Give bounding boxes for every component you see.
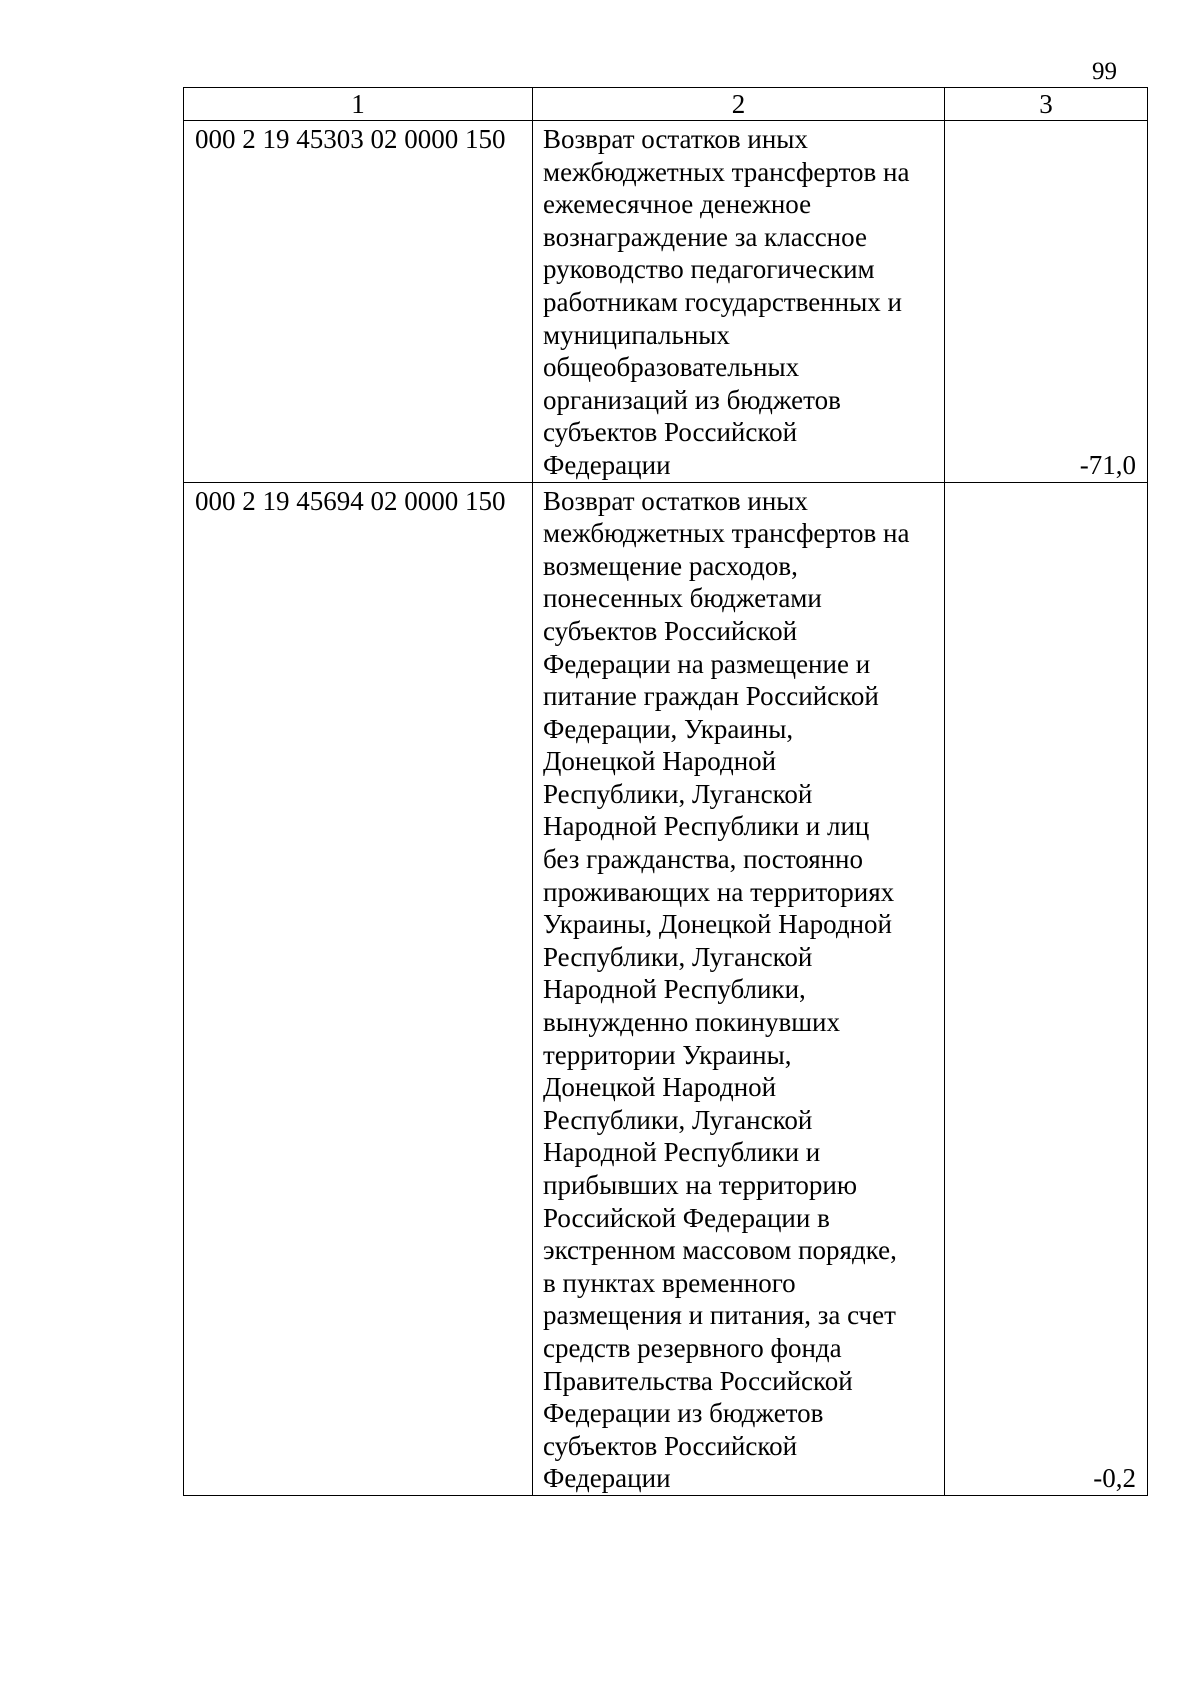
row-name-line: прибывших на территорию (543, 1170, 857, 1200)
row-name-line: экстренном массовом порядке, (543, 1235, 897, 1266)
row-name-line: проживающих на территориях (543, 876, 895, 907)
table-row (184, 482, 1148, 1495)
row-name-line: Народной Республики, (543, 974, 806, 1005)
row-name-line: возмещение расходов, (543, 550, 798, 581)
row-name-line: организаций из бюджетов (543, 384, 841, 415)
row-name-line: Федерации на размещение и (543, 648, 871, 679)
row-name-line: Возврат остатков иных (543, 124, 808, 154)
row-name-line: Федерации из бюджетов (543, 1398, 824, 1429)
row-name-line: размещения и питания, за счет (543, 1300, 896, 1331)
row-name-line: субъектов Российской (543, 417, 798, 448)
column-header-code: 1 (184, 88, 533, 121)
table-header-row (184, 88, 1148, 121)
row-name-line: Федерации (543, 1463, 671, 1494)
row-name-line: межбюджетных трансфертов на (543, 518, 910, 549)
row-name-line: Донецкой Народной (543, 1072, 777, 1103)
row-name-line: Украины, Донецкой Народной (543, 909, 892, 940)
row-name (533, 482, 945, 1495)
row-name-line: межбюджетных трансфертов на (543, 156, 910, 187)
row-name-line: питание граждан Российской (543, 681, 879, 712)
row-name-line: понесенных бюджетами (543, 583, 822, 614)
row-name-line: Донецкой Народной (543, 746, 777, 777)
row-code: 000 2 19 45694 02 0000 150 (184, 482, 533, 1495)
row-code: 000 2 19 45303 02 0000 150 (184, 121, 533, 483)
row-name-line: вознаграждение за классное (543, 221, 867, 252)
row-name-line: Народной Республики и лиц (543, 811, 870, 842)
row-value: -71,0 (945, 121, 1148, 483)
row-name-line: муниципальных (543, 319, 730, 350)
row-name-line: Российской Федерации в (543, 1202, 830, 1233)
row-name-line: территории Украины, (543, 1039, 792, 1070)
row-name-line: Возврат остатков иных (543, 485, 808, 516)
row-name-line: Республики, Луганской (543, 778, 813, 809)
row-value: -0,2 (945, 482, 1148, 1495)
row-name-line: субъектов Российской (543, 615, 798, 646)
row-name-line: ежемесячное денежное (543, 189, 812, 220)
row-name-line: общеобразовательных (543, 352, 800, 383)
row-name-line: средств резервного фонда (543, 1332, 842, 1363)
row-name-line: Народной Республики и (543, 1137, 821, 1168)
row-name-line: без гражданства, постоянно (543, 844, 864, 875)
budget-table (183, 87, 1148, 1496)
row-name-line: Республики, Луганской (543, 1104, 813, 1135)
table-row (184, 121, 1148, 483)
row-name-line: Правительства Российской (543, 1365, 853, 1396)
column-header-value: 3 (945, 88, 1148, 121)
row-name-line: Республики, Луганской (543, 941, 813, 972)
column-header-name: 2 (533, 88, 945, 121)
row-name-line: субъектов Российской (543, 1430, 798, 1461)
row-name-line: Федерации, Украины, (543, 713, 794, 744)
row-name-line: в пунктах временного (543, 1267, 796, 1298)
row-name-line: вынужденно покинувших (543, 1007, 840, 1038)
row-name-line: руководство педагогическим (543, 254, 875, 285)
row-name-line: Федерации (543, 449, 671, 480)
page-number: 99 (1092, 58, 1117, 85)
row-name-line: работникам государственных и (543, 286, 902, 317)
row-name (533, 121, 945, 483)
